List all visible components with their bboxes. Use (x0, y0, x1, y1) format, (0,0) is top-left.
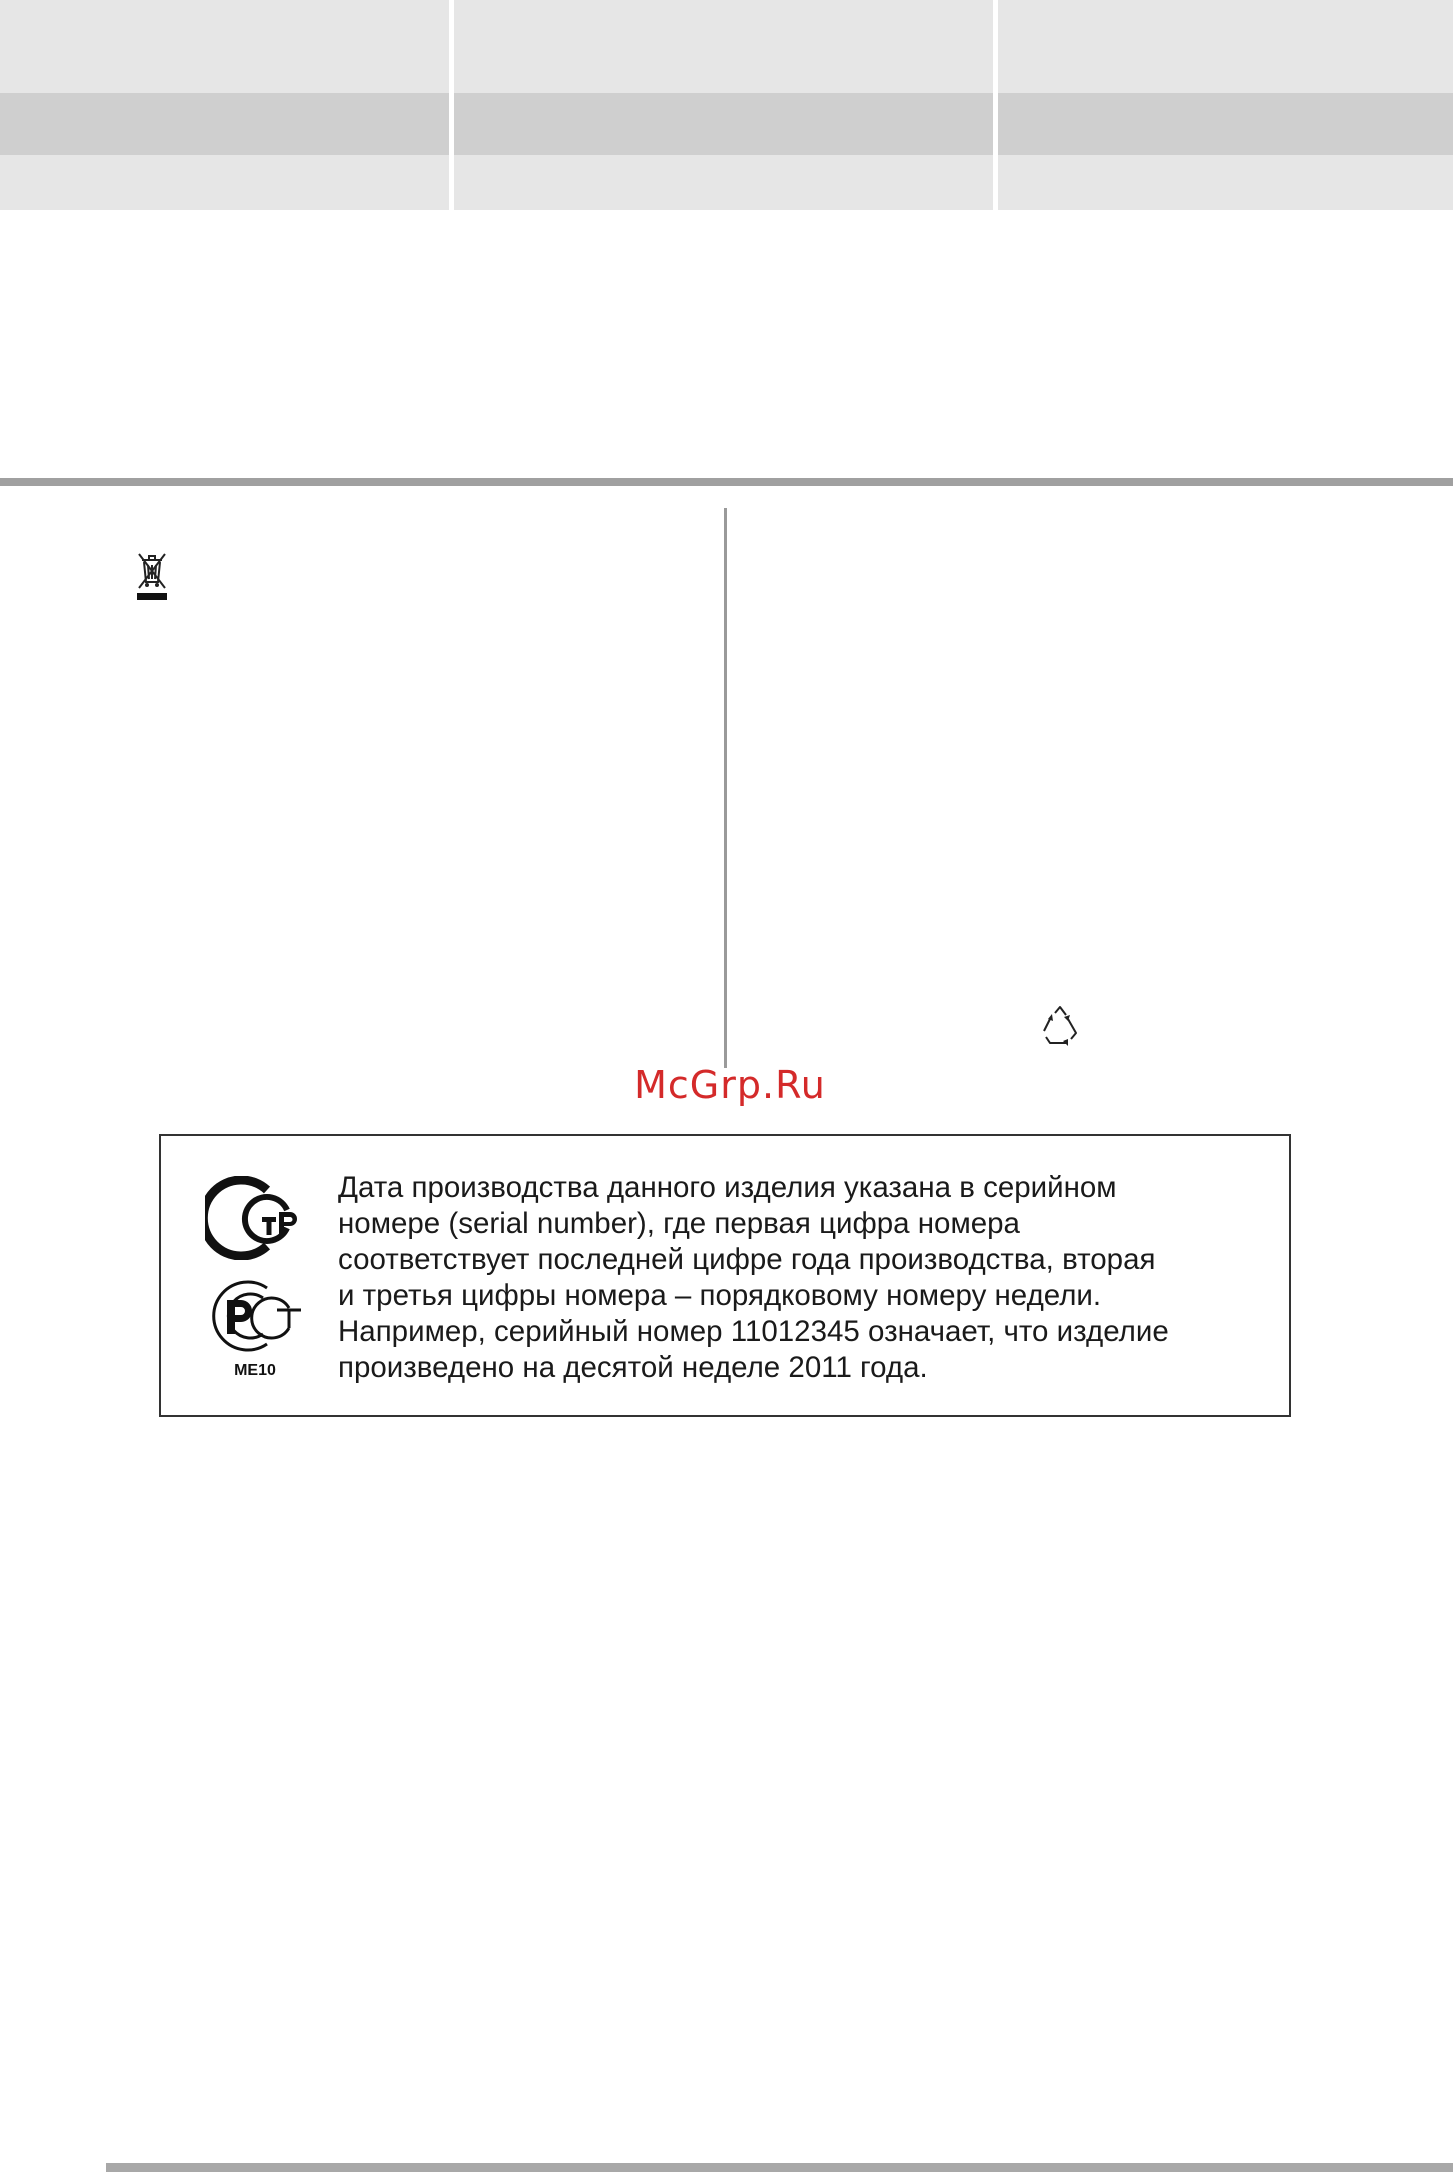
certificate-text-line: произведено на десятой неделе 2011 года. (338, 1351, 928, 1384)
footer-rule (106, 2163, 1453, 2172)
crossed-out-bin-icon (133, 548, 171, 602)
table-cell (998, 93, 1453, 155)
eac-tr-icon (205, 1176, 307, 1260)
table-cell (454, 0, 993, 93)
table-cell (998, 155, 1453, 210)
section-divider (0, 478, 1453, 486)
certificate-text-line: номере (serial number), где первая цифра номера (338, 1207, 1020, 1240)
recycle-icon (1038, 1005, 1082, 1049)
certificate-code: ME10 (234, 1362, 276, 1379)
column-divider (724, 508, 727, 1068)
certificate-text-line: соответствует последней цифре года производства, вторая (338, 1243, 1156, 1276)
certificate-text (338, 1170, 1278, 1386)
table-cell (454, 93, 993, 155)
certificate-text-line: Дата производства данного изделия указана в серийном (338, 1171, 1117, 1204)
table-cell (454, 155, 993, 210)
certificate-text-line: Например, серийный номер 11012345 означает, что изделие (338, 1315, 1169, 1348)
pct-gost-icon (205, 1278, 307, 1354)
certification-box (159, 1134, 1291, 1417)
table-cell (0, 155, 449, 210)
table-cell (0, 93, 449, 155)
spec-table (0, 0, 1453, 212)
certificate-text-line: и третья цифры номера – порядковому номеру недели. (338, 1279, 1102, 1312)
table-cell (0, 0, 449, 93)
table-cell (998, 0, 1453, 93)
watermark: McGrp.Ru (634, 1063, 826, 1107)
